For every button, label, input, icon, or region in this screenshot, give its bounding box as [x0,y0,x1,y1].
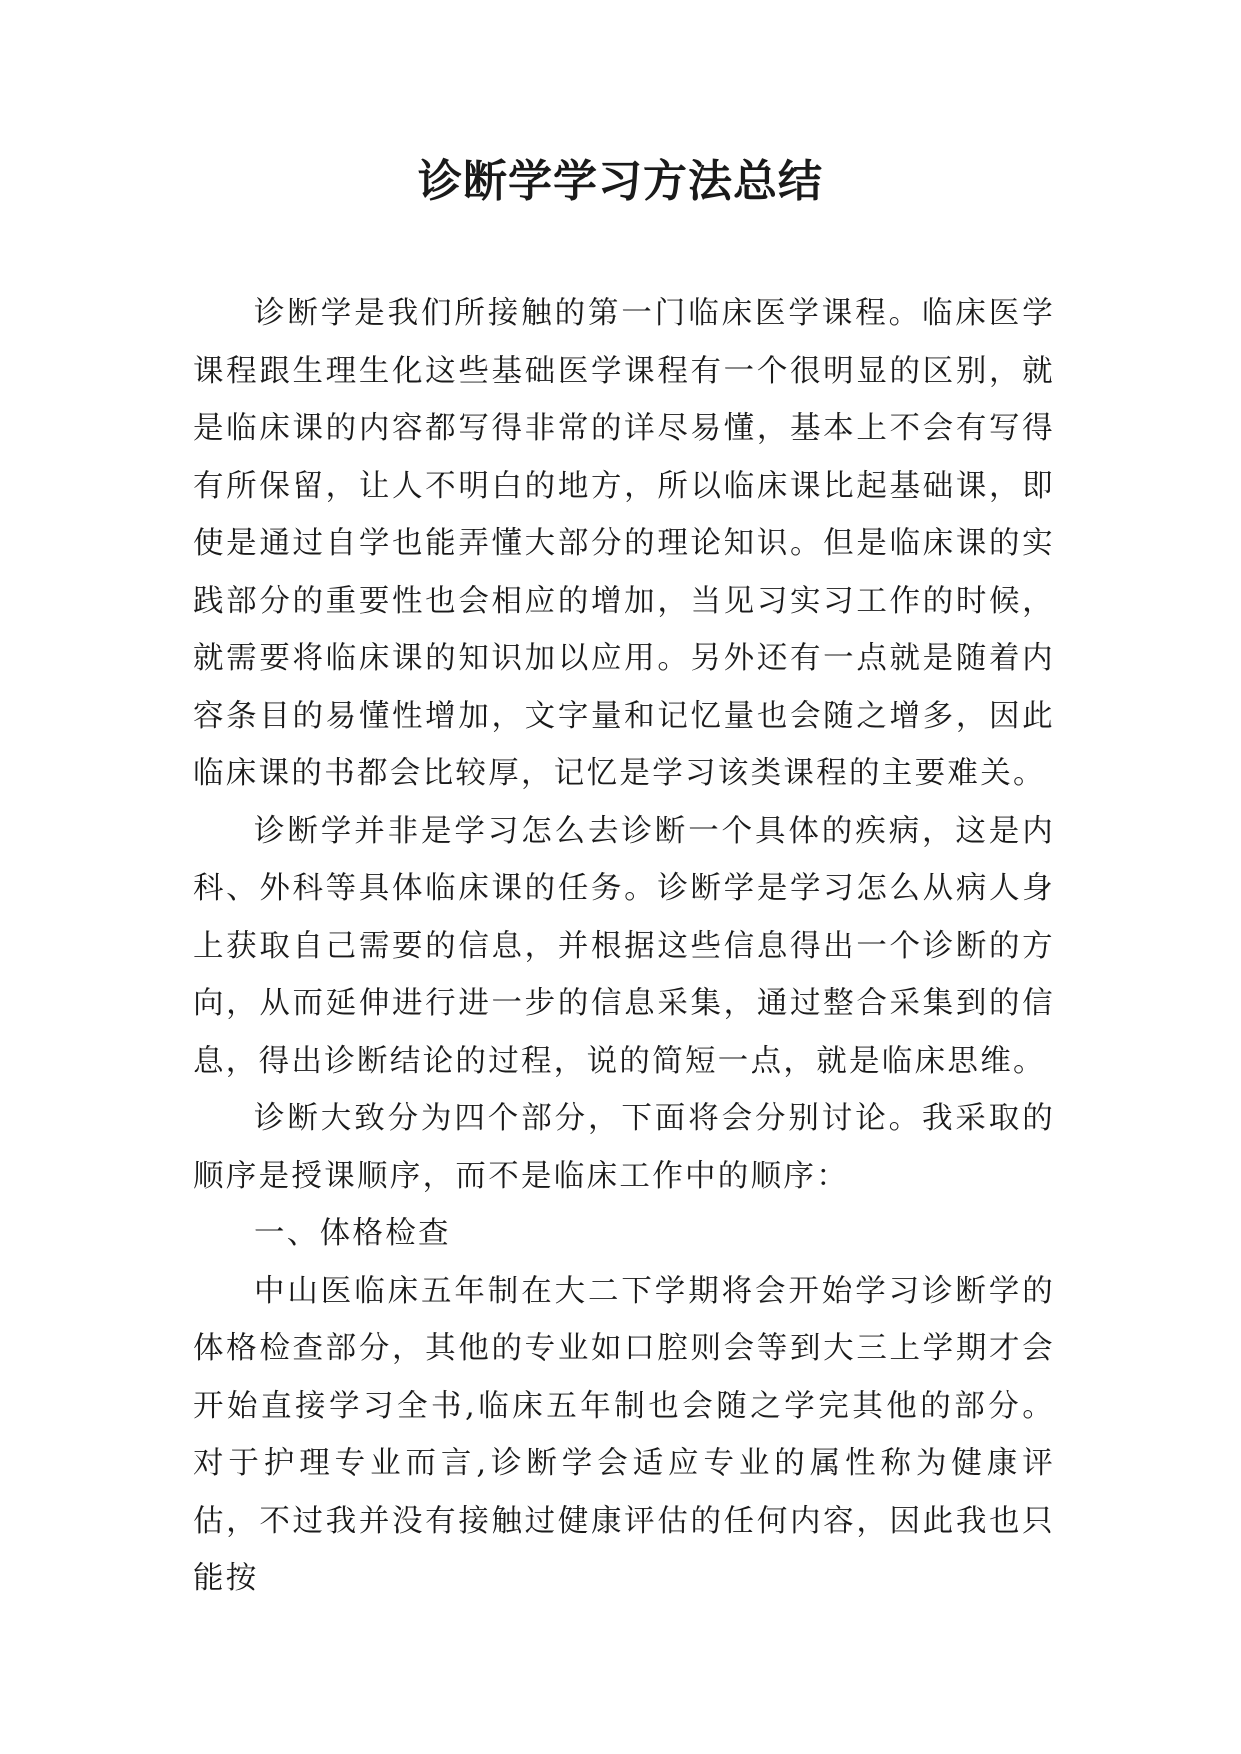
paragraph-intro: 诊断学是我们所接触的第一门临床医学课程。临床医学课程跟生理生化这些基础医学课程有一个很明显的区别，就是临床课的内容都写得非常的详尽易懂，基本上不会有写得有所保留，让人不明白的地方，所以临床课比起基础课，即使是通过自学也能弄懂大部分的理论知识。但是临床课的实践部分的重要性也会相应的增加，当见习实习工作的时候，就需要将临床课的知识加以应用。另外还有一点就是随着内容条目的易懂性增加，文字量和记忆量也会随之增多，因此临床课的书都会比较厚，记忆是学习该类课程的主要难关。 [193,296,1055,791]
section-heading-physical-exam: 一、体格检查 [254,1216,451,1251]
document-body [193,285,1055,1608]
paragraph-definition: 诊断学并非是学习怎么去诊断一个具体的疾病，这是内科、外科等具体临床课的任务。诊断学是学习怎么从病人身上获取自己需要的信息，并根据这些信息得出一个诊断的方向，从而延伸进行进一步的信息采集，通过整合采集到的信息，得出诊断结论的过程，说的简短一点，就是临床思维。 [193,813,1055,1079]
paragraph-overview: 诊断大致分为四个部分，下面将会分别讨论。我采取的顺序是授课顺序，而不是临床工作中的顺序： [193,1101,1055,1194]
document-title: 诊断学学习方法总结 [418,156,823,207]
paragraph-physical-exam: 中山医临床五年制在大二下学期将会开始学习诊断学的体格检查部分，其他的专业如口腔则会等到大三上学期才会开始直接学习全书,临床五年制也会随之学完其他的部分。对于护理专业而言,诊断学会适应专业的属性称为健康评估，不过我并没有接触过健康评估的任何内容，因此我也只能按 [193,1273,1055,1596]
